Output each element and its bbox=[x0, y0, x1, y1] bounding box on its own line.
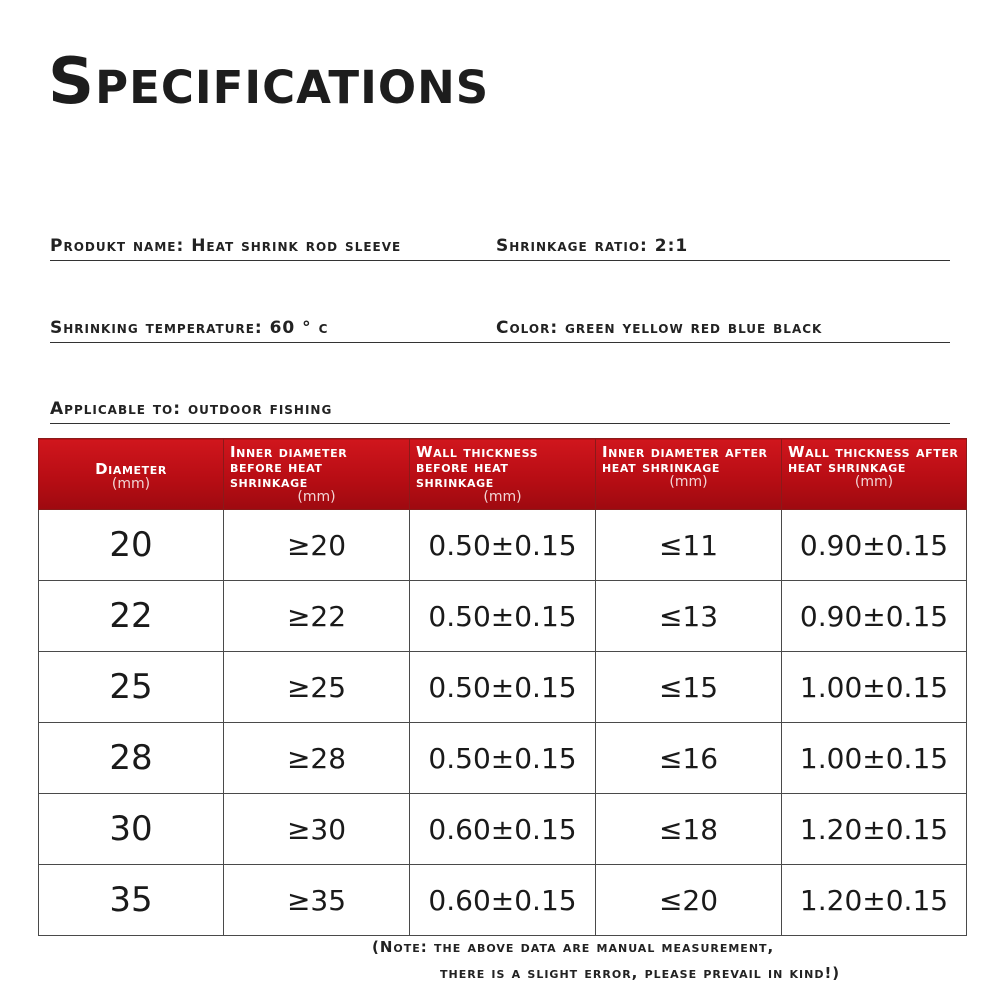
cell-inner-after: ≤11 bbox=[596, 510, 782, 581]
header-title: Wall thickness after heat shrinkage bbox=[788, 443, 959, 476]
cell-diameter: 28 bbox=[39, 723, 224, 794]
cell-wall-after: 0.90±0.15 bbox=[782, 581, 967, 652]
cell-wall-before: 0.50±0.15 bbox=[410, 581, 596, 652]
spec-table bbox=[38, 438, 967, 936]
table-row bbox=[39, 510, 967, 581]
table-row bbox=[39, 865, 967, 936]
info-row-applicable bbox=[50, 393, 950, 424]
cell-wall-after: 0.90±0.15 bbox=[782, 510, 967, 581]
shrinking-temperature-text: Shrinking temperature: 60 ° c bbox=[50, 318, 329, 338]
cell-inner-after: ≤18 bbox=[596, 794, 782, 865]
header-title: Inner diameter before heat shrinkage bbox=[230, 443, 348, 491]
cell-inner-after: ≤20 bbox=[596, 865, 782, 936]
table-row bbox=[39, 652, 967, 723]
cell-inner-before: ≥25 bbox=[224, 652, 410, 723]
header-unit: (mm) bbox=[483, 489, 522, 505]
header-unit: (mm) bbox=[669, 474, 708, 490]
shrinkage-ratio-text: Shrinkage ratio: 2:1 bbox=[496, 236, 689, 256]
note-line-1: (Note: the above data are manual measurement, bbox=[372, 938, 775, 956]
cell-inner-after: ≤13 bbox=[596, 581, 782, 652]
cell-inner-before: ≥30 bbox=[224, 794, 410, 865]
page-title: Specifications bbox=[48, 45, 490, 119]
cell-wall-before: 0.50±0.15 bbox=[410, 723, 596, 794]
header-inner-diameter-after bbox=[596, 439, 782, 510]
info-row-product bbox=[50, 230, 950, 261]
cell-wall-after: 1.00±0.15 bbox=[782, 652, 967, 723]
cell-inner-before: ≥22 bbox=[224, 581, 410, 652]
header-title: Inner diameter after heat shrinkage bbox=[602, 443, 768, 476]
header-wall-thickness-before bbox=[410, 439, 596, 510]
header-diameter bbox=[39, 439, 224, 510]
header-inner-diameter-before bbox=[224, 439, 410, 510]
table-row bbox=[39, 794, 967, 865]
cell-diameter: 30 bbox=[39, 794, 224, 865]
cell-diameter: 35 bbox=[39, 865, 224, 936]
color-text: Color: green yellow red blue black bbox=[496, 318, 823, 338]
cell-wall-after: 1.20±0.15 bbox=[782, 865, 967, 936]
cell-inner-before: ≥35 bbox=[224, 865, 410, 936]
table-row bbox=[39, 581, 967, 652]
note-line-2: there is a slight error, please prevail in kind!) bbox=[440, 964, 841, 982]
info-row-temperature bbox=[50, 312, 950, 343]
cell-wall-before: 0.50±0.15 bbox=[410, 652, 596, 723]
header-wall-thickness-after bbox=[782, 439, 967, 510]
header-title: Wall thickness before heat shrinkage bbox=[416, 443, 539, 491]
cell-diameter: 20 bbox=[39, 510, 224, 581]
table-header-row bbox=[39, 439, 967, 510]
cell-inner-before: ≥28 bbox=[224, 723, 410, 794]
cell-wall-before: 0.60±0.15 bbox=[410, 865, 596, 936]
applicable-to-text: Applicable to: outdoor fishing bbox=[50, 399, 333, 419]
cell-inner-before: ≥20 bbox=[224, 510, 410, 581]
cell-diameter: 25 bbox=[39, 652, 224, 723]
cell-inner-after: ≤15 bbox=[596, 652, 782, 723]
header-title: Diameter bbox=[95, 460, 167, 478]
cell-wall-after: 1.00±0.15 bbox=[782, 723, 967, 794]
cell-wall-before: 0.60±0.15 bbox=[410, 794, 596, 865]
cell-inner-after: ≤16 bbox=[596, 723, 782, 794]
header-unit: (mm) bbox=[111, 476, 151, 492]
cell-wall-before: 0.50±0.15 bbox=[410, 510, 596, 581]
table-row bbox=[39, 723, 967, 794]
cell-diameter: 22 bbox=[39, 581, 224, 652]
header-unit: (mm) bbox=[297, 489, 336, 505]
product-name-text: Produkt name: Heat shrink rod sleeve bbox=[50, 236, 402, 256]
header-unit: (mm) bbox=[854, 474, 894, 490]
cell-wall-after: 1.20±0.15 bbox=[782, 794, 967, 865]
